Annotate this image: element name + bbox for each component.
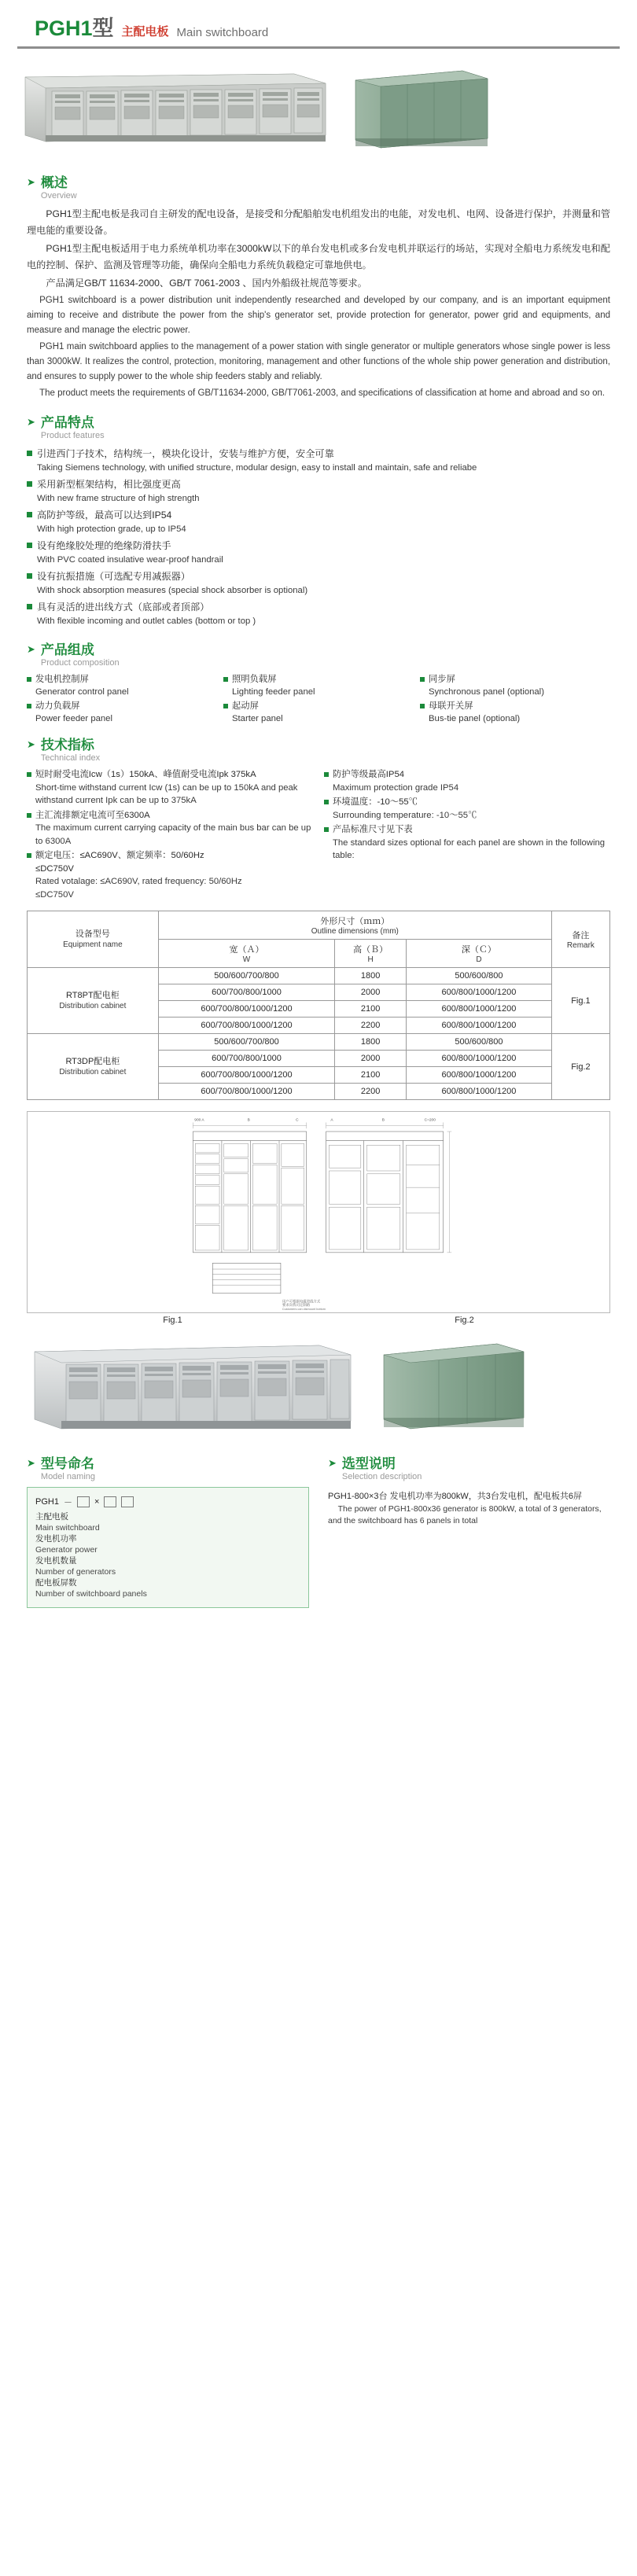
section-features	[0, 403, 637, 628]
table-header-equipment-cn: 设备型号	[75, 929, 110, 939]
fig2-caption: Fig.2	[455, 1316, 474, 1325]
code-slot-power[interactable]	[77, 1496, 90, 1507]
table-cell-width: 600/700/800/1000/1200	[158, 1001, 335, 1018]
composition-text-en: Bus-tie panel (optional)	[429, 714, 521, 723]
technical-text-cn: 短时耐受电流Icw（1s）150kA、峰值耐受电流Ipk 375kA	[35, 770, 256, 779]
section-overview	[0, 163, 637, 401]
bullet-square-icon	[324, 827, 329, 832]
technical-text-cn: 防护等级最高IP54	[333, 770, 405, 779]
table-header-height-cn: 高（Ｂ）	[353, 945, 388, 955]
table-header-width	[158, 940, 335, 968]
svg-text:要求向我司定制路: 要求向我司定制路	[282, 1303, 311, 1308]
naming-label-cn: 发电机数量	[35, 1556, 77, 1566]
bullet-square-icon	[27, 604, 32, 609]
page-title	[35, 11, 114, 42]
table-cell-height: 1800	[335, 1034, 407, 1051]
svg-text:B: B	[381, 1118, 385, 1123]
list-item	[27, 809, 313, 848]
bullet-square-icon	[324, 800, 329, 804]
technical-text-en: The standard sizes optional for each panel are shown in the following table:	[333, 837, 606, 860]
list-item	[223, 700, 414, 725]
list-item	[324, 823, 610, 863]
composition-grid	[27, 673, 610, 725]
bullet-square-icon	[27, 512, 32, 517]
drawing-fig1	[27, 1111, 610, 1313]
table-cell-height: 2200	[335, 1084, 407, 1100]
composition-text-en: Power feeder panel	[35, 714, 112, 723]
code-slot-panels[interactable]	[121, 1496, 134, 1507]
list-item	[27, 768, 313, 808]
list-item	[27, 849, 313, 901]
arrow-icon: ➤	[27, 738, 35, 750]
composition-text-cn: 起动屏	[232, 701, 259, 711]
table-header-equipment	[28, 911, 159, 968]
technical-column-right	[324, 768, 610, 903]
svg-text:C=200: C=200	[424, 1118, 436, 1123]
table-header-height	[335, 940, 407, 968]
overview-para-cn-3: 产品满足GB/T 11634-2000、GB/T 7061-2003 、国内外船级社规范等要求。	[46, 278, 367, 289]
table-cell-depth: 500/600/800	[407, 968, 552, 984]
list-item	[35, 1555, 300, 1577]
table-cell-width: 600/700/800/1000/1200	[158, 1018, 335, 1034]
feature-text-cn: 设有抗振措施（可选配专用减振器）	[37, 571, 190, 582]
table-cell-depth: 500/600/800	[407, 1034, 552, 1051]
table-cell-height: 1800	[335, 968, 407, 984]
overview-para-en-3: The product meets the requirements of GB/T11634-2000, GB/T7061-2003, and specifications of classification at home and abroad and so on.	[39, 388, 606, 398]
table-cell-height: 2100	[335, 1067, 407, 1084]
overview-heading	[27, 175, 610, 201]
composition-text-en: Generator control panel	[35, 687, 129, 697]
times-symbol: ×	[94, 1497, 100, 1507]
technical-text-cn: 产品标准尺寸见下表	[333, 825, 413, 834]
table-cell-depth: 600/800/1000/1200	[407, 1067, 552, 1084]
composition-text-en: Synchronous panel (optional)	[429, 687, 544, 697]
technical-title-cn: 技术指标	[40, 738, 94, 753]
overview-title-cn: 概述	[40, 175, 68, 190]
list-item	[324, 768, 610, 794]
fig1-caption: Fig.1	[163, 1316, 182, 1325]
dimensions-table	[27, 911, 610, 1100]
technical-title-en: Technical index	[40, 753, 101, 763]
table-header-depth-en: D	[476, 955, 482, 964]
list-item	[27, 507, 610, 536]
feature-text-en: With shock absorption measures (special shock absorber is optional)	[37, 586, 308, 595]
svg-text:A: A	[330, 1118, 333, 1123]
composition-text-cn: 同步屏	[429, 675, 455, 684]
list-item	[420, 673, 610, 698]
composition-text-cn: 照明负载屏	[232, 675, 277, 684]
bullet-square-icon	[27, 543, 32, 548]
table-cell-remark: Fig.2	[551, 1034, 609, 1100]
list-item	[35, 1511, 300, 1533]
feature-text-cn: 引进西门子技术，结构统一，模块化设计，安装与维护方便，安全可靠	[37, 448, 334, 459]
table-cell-depth: 600/800/1000/1200	[407, 1018, 552, 1034]
table-header-remark-en: Remark	[566, 941, 595, 950]
composition-text-cn: 发电机控制屏	[35, 675, 89, 684]
technical-text-en: Maximum protection grade IP54	[333, 782, 459, 793]
naming-label-en: Number of generators	[35, 1567, 116, 1577]
table-header-depth	[407, 940, 552, 968]
feature-text-en: With PVC coated insulative wear-proof handrail	[37, 555, 223, 565]
list-item	[27, 673, 217, 698]
features-heading	[27, 415, 610, 441]
bullet-square-icon	[27, 704, 31, 708]
technical-heading	[27, 738, 610, 764]
naming-label-en: Main switchboard	[35, 1523, 100, 1533]
table-cell-width: 500/600/700/800	[158, 1034, 335, 1051]
selection-text-en: The power of PGH1-800x36 generator is 800kW, a total of 3 generators, and the switchboard has 6 panels in total	[328, 1504, 602, 1525]
technical-text-en-sub: ≤DC750V	[35, 889, 74, 900]
arrow-icon: ➤	[27, 416, 35, 428]
bullet-square-icon	[27, 451, 32, 456]
naming-label-cn: 发电机功率	[35, 1534, 77, 1544]
table-header-width-en: W	[242, 955, 251, 964]
selection-title-cn: 选型说明	[341, 1456, 396, 1471]
table-cell-height: 2000	[335, 984, 407, 1001]
model-naming-heading	[27, 1456, 309, 1482]
feature-text-en: With flexible incoming and outlet cables (bottom or top )	[37, 616, 256, 626]
selection-heading	[328, 1456, 610, 1482]
table-cell-equipment	[28, 1034, 159, 1100]
feature-text-cn: 设有绝缘胶处理的绝缘防滑扶手	[37, 540, 171, 551]
arrow-icon: ➤	[27, 1457, 35, 1469]
list-item	[27, 538, 610, 567]
selection-text-cn: PGH1-800×3台 发电机功率为800kW，共3台发电机，配电板共6屏	[328, 1492, 583, 1501]
table-cell-remark: Fig.1	[551, 968, 609, 1034]
technical-column-left	[27, 768, 313, 903]
dash-separator: －	[63, 1498, 72, 1507]
composition-text-cn: 动力负载屏	[35, 701, 80, 711]
table-row	[28, 968, 610, 984]
table-cell-depth: 600/800/1000/1200	[407, 984, 552, 1001]
equipment-name-cn: RT8PT配电柜	[66, 990, 120, 1000]
product-photos	[0, 49, 637, 163]
bullet-square-icon	[27, 772, 31, 777]
technical-text-en: Surrounding temperature: -10～55℃	[333, 810, 477, 820]
technical-text-cn-sub: ≤DC750V	[35, 863, 74, 874]
equipment-name-en: Distribution cabinet	[59, 1067, 127, 1076]
naming-label-cn: 主配电板	[35, 1512, 68, 1522]
composition-text-en: Starter panel	[232, 714, 283, 723]
model-code-prefix: PGH1	[35, 1497, 59, 1507]
technical-text-en: Short-time withstand current Icw (1s) can be up to 150kA and peak withstand current Ipk can be up to 375kA	[35, 782, 298, 805]
photo-grey-switchboard	[17, 60, 332, 150]
arrow-icon: ➤	[27, 176, 35, 188]
table-cell-width: 500/600/700/800	[158, 968, 335, 984]
model-naming-title-cn: 型号命名	[40, 1456, 94, 1471]
feature-text-en: With high protection grade, up to IP54	[37, 524, 186, 534]
title-model: PGH1	[35, 17, 93, 40]
model-naming-title-en: Model naming	[40, 1472, 95, 1481]
bullet-square-icon	[223, 677, 228, 682]
feature-text-en: Taking Siemens technology, with unified structure, modular design, easy to install and maintain, safe and reliabe	[37, 463, 477, 473]
model-naming-rows	[35, 1511, 300, 1599]
svg-text:C: C	[296, 1118, 299, 1123]
table-header-equipment-en: Equipment name	[63, 940, 123, 949]
table-header-remark	[551, 911, 609, 968]
feature-text-cn: 高防护等级，最高可以达到IP54	[37, 510, 172, 521]
photo-grey-switchboard-bottom	[27, 1333, 357, 1439]
list-item	[27, 569, 610, 598]
table-header-dimensions-en: Outline dimensions (mm)	[311, 927, 399, 936]
table-cell-height: 2000	[335, 1051, 407, 1067]
bullet-square-icon	[27, 853, 31, 858]
technical-grid	[27, 768, 610, 903]
bullet-square-icon	[420, 704, 425, 708]
svg-text:900 A: 900 A	[194, 1118, 204, 1123]
overview-para-cn-2: PGH1型主配电板适用于电力系统单机功率在3000kW以下的单台发电机或多台发电机并联运行的场站，实现对全船电力系统发电和配电的控制、保护、监测及管理等功能，确保向全船电力系统负载稳定可靠地供电。	[27, 243, 610, 270]
section-composition	[0, 630, 637, 725]
svg-text:B: B	[247, 1118, 250, 1123]
overview-para-en-2: PGH1 main switchboard applies to the management of a power station with single generator or multiple generators whose single power is less than 3000kW. It realizes the control, protection, monitoring, management and other functions of the whole ship power generation and distribution, and ensures to supply power to the whole ship feeders stably and reliably.	[27, 342, 610, 381]
table-cell-depth: 600/800/1000/1200	[407, 1051, 552, 1067]
naming-label-en: Number of switchboard panels	[35, 1589, 147, 1599]
table-row	[28, 1034, 610, 1051]
table-header-remark-cn: 备注	[572, 931, 590, 940]
list-item	[27, 446, 610, 475]
table-cell-width: 600/700/800/1000	[158, 984, 335, 1001]
composition-title-en: Product composition	[40, 658, 120, 668]
table-header-dimensions	[158, 911, 551, 940]
table-cell-width: 600/700/800/1000	[158, 1051, 335, 1067]
table-header-height-en: H	[367, 955, 374, 964]
photo-green-switchboard	[344, 60, 494, 156]
table-header-dimensions-cn: 外形尺寸（ｍｍ）	[320, 917, 390, 926]
overview-title-en: Overview	[40, 191, 77, 201]
bullet-square-icon	[27, 813, 31, 818]
features-list	[27, 446, 610, 628]
bottom-sections	[0, 1439, 637, 1608]
table-cell-depth: 600/800/1000/1200	[407, 1084, 552, 1100]
equipment-name-cn: RT3DP配电柜	[65, 1056, 120, 1066]
composition-heading	[27, 642, 610, 668]
list-item	[35, 1577, 300, 1599]
technical-text-en: The maximum current carrying capacity of the main bus bar can be up to 6300A	[35, 823, 311, 846]
feature-text-cn: 具有灵活的进出线方式（底部或者顶部）	[37, 602, 210, 613]
composition-text-cn: 母联开关屏	[429, 701, 473, 711]
svg-text:用户可根据电缆进线方式: 用户可根据电缆进线方式	[282, 1299, 321, 1304]
list-item	[27, 477, 610, 506]
svg-text:Customers can dismount bottom: Customers can dismount bottom	[282, 1307, 326, 1311]
title-chinese-product: 主配电板	[121, 25, 169, 39]
equipment-name-en: Distribution cabinet	[59, 1001, 127, 1010]
technical-text-en: Rated votalage: ≤AC690V, rated frequency: 50/60Hz	[35, 877, 242, 886]
technical-text-cn: 环境温度：-10～55℃	[333, 797, 418, 807]
model-code-line	[35, 1496, 300, 1508]
naming-label-cn: 配电板屏数	[35, 1578, 77, 1588]
bullet-square-icon	[27, 481, 32, 487]
composition-text-en: Lighting feeder panel	[232, 687, 315, 697]
overview-para-cn-1: PGH1型主配电板是我司自主研发的配电设备，是接受和分配船舶发电机组发出的电能，对发电机、电网、设备进行保护，并测量和管理电能的重要设备。	[27, 208, 610, 236]
title-suffix: 型	[92, 17, 114, 40]
selection-title-en: Selection description	[341, 1472, 422, 1481]
page-header	[17, 0, 620, 49]
table-cell-depth: 600/800/1000/1200	[407, 1001, 552, 1018]
list-item	[420, 700, 610, 725]
bullet-square-icon	[324, 772, 329, 777]
model-naming-box	[27, 1487, 309, 1608]
overview-para-en-1: PGH1 switchboard is a power distribution unit independently researched and developed by our company, and is an important equipment aiming to receive and distribute the power from the ship's generator set, provide protection for generator, power grid and equipments, and measure and manage the electric power.	[27, 296, 610, 335]
table-cell-equipment	[28, 968, 159, 1034]
bullet-square-icon	[27, 573, 32, 579]
features-title-cn: 产品特点	[40, 415, 94, 430]
list-item	[27, 599, 610, 628]
feature-text-cn: 采用新型框架结构，相比强度更高	[37, 479, 181, 490]
technical-drawings	[0, 1105, 637, 1313]
bullet-square-icon	[27, 677, 31, 682]
arrow-icon: ➤	[27, 643, 35, 655]
feature-text-en: With new frame structure of high strength	[37, 494, 200, 503]
code-slot-count[interactable]	[104, 1496, 116, 1507]
list-item	[324, 796, 610, 822]
bullet-square-icon	[420, 677, 425, 682]
list-item	[223, 673, 414, 698]
bullet-square-icon	[223, 704, 228, 708]
table-header-width-cn: 宽（Ａ）	[229, 945, 264, 955]
photo-green-switchboard-bottom	[374, 1333, 532, 1439]
table-header-depth-cn: 深（Ｃ）	[461, 945, 496, 955]
naming-label-en: Generator power	[35, 1545, 98, 1555]
table-cell-width: 600/700/800/1000/1200	[158, 1067, 335, 1084]
list-item	[27, 700, 217, 725]
bottom-photos	[0, 1325, 637, 1439]
composition-title-cn: 产品组成	[40, 642, 94, 657]
list-item	[35, 1533, 300, 1555]
table-cell-height: 2200	[335, 1018, 407, 1034]
section-technical	[0, 725, 637, 1100]
technical-text-cn: 额定电压：≤AC690V、额定频率：50/60Hz	[35, 851, 204, 860]
table-cell-width: 600/700/800/1000/1200	[158, 1084, 335, 1100]
features-title-en: Product features	[40, 431, 105, 440]
arrow-icon: ➤	[328, 1457, 337, 1469]
table-cell-height: 2100	[335, 1001, 407, 1018]
title-english: Main switchboard	[176, 26, 269, 39]
technical-text-cn: 主汇流排额定电流可至6300A	[35, 810, 150, 820]
